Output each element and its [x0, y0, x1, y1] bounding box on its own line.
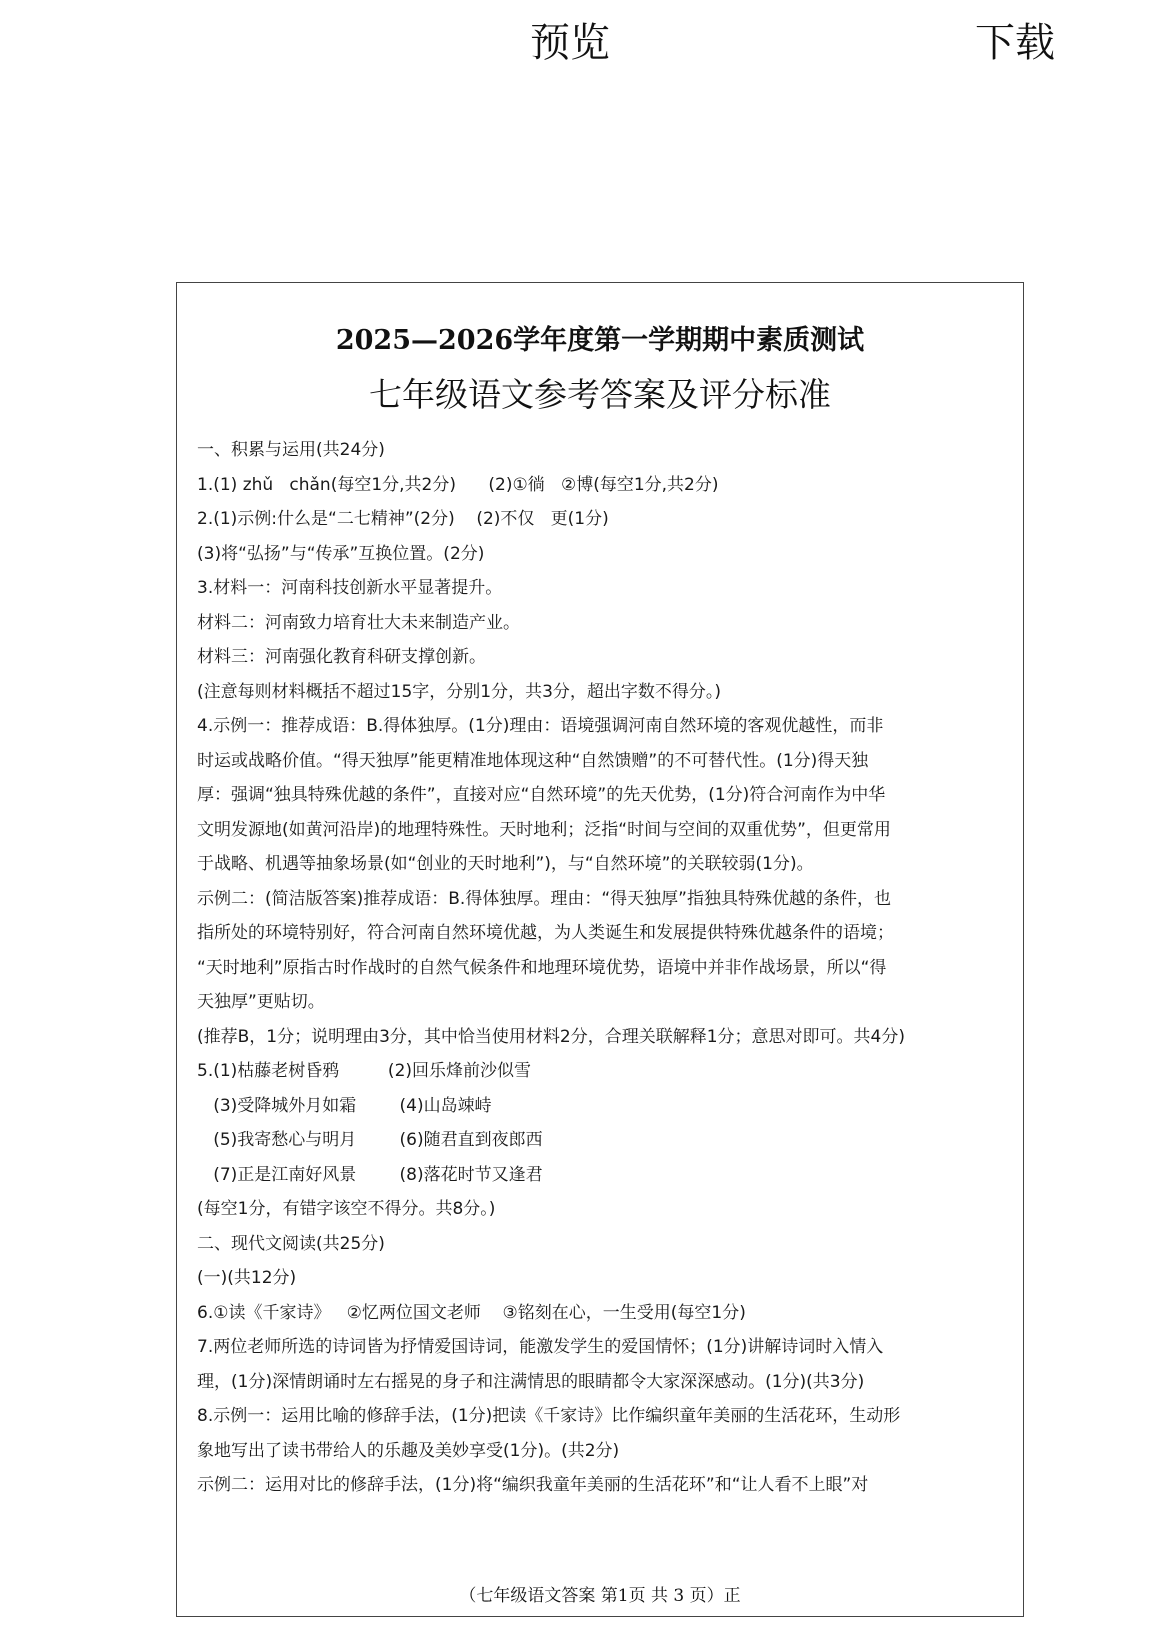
answer-line: 材料三：河南强化教育科研支撑创新。	[197, 647, 486, 667]
answer-line: 示例二：(简洁版答案)推荐成语：B.得体独厚。理由：“得天独厚”指独具特殊优越的条件，也	[197, 888, 891, 909]
page-footer: （七年级语文答案 第1页 共 3 页）正	[459, 1586, 741, 1606]
answer-line: (一)(共12分)	[197, 1268, 297, 1288]
answer-line: (推荐B，1分；说明理由3分，其中恰当使用材料2分，合理关联解释1分；意思对即可。共4分)	[197, 1026, 906, 1047]
document-subtitle: 七年级语文参考答案及评分标准	[369, 375, 831, 414]
answer-line: 理，(1分)深情朗诵时左右摇晃的身子和注满情思的眼睛都令大家深深感动。(1分)(共3分)	[197, 1371, 865, 1392]
answer-line: 于战略、机遇等抽象场景(如“创业的天时地利”)，与“自然环境”的关联较弱(1分)。	[197, 854, 814, 874]
answer-line: (3)将“弘扬”与“传承”互换位置。(2分)	[197, 543, 485, 564]
answer-line: 二、现代文阅读(共25分)	[197, 1233, 385, 1254]
download-button[interactable]: 下载	[975, 20, 1055, 66]
document-title: 2025—2026学年度第一学期期中素质测试	[335, 325, 865, 356]
answer-line: 指所处的环境特别好，符合河南自然环境优越，为人类诞生和发展提供特殊优越条件的语境；	[197, 923, 894, 943]
answer-line: 材料二：河南致力培育壮大未来制造产业。	[197, 612, 520, 633]
answer-sheet	[176, 282, 1024, 1617]
answer-line: (5)我寄愁心与明月 (6)随君直到夜郎西	[197, 1130, 543, 1150]
answer-line: (3)受降城外月如霜 (4)山岛竦峙	[197, 1095, 492, 1116]
answer-line: 天独厚”更贴切。	[197, 992, 325, 1012]
answer-line: 时运或战略价值。“得天独厚”能更精准地体现这种“自然馈赠”的不可替代性。(1分)得天独	[197, 750, 869, 771]
answer-line: 示例二：运用对比的修辞手法，(1分)将“编织我童年美丽的生活花环”和“让人看不上眼”对	[197, 1475, 869, 1495]
answer-line: 3.材料一：河南科技创新水平显著提升。	[197, 578, 503, 598]
answer-line: 文明发源地(如黄河沿岸)的地理特殊性。天时地利；泛指“时间与空间的双重优势”，但更常用	[197, 819, 891, 840]
answer-line: 5.(1)枯藤老树昏鸦 (2)回乐烽前沙似雪	[197, 1061, 532, 1081]
answer-line: 一、积累与运用(共24分)	[197, 440, 385, 460]
answer-line: 厚：强调“独具特殊优越的条件”，直接对应“自然环境”的先天优势，(1分)符合河南作为中华	[197, 785, 886, 805]
answer-body	[197, 433, 1013, 1503]
answer-line: (注意每则材料概括不超过15字，分别1分，共3分，超出字数不得分。)	[197, 681, 722, 702]
answer-line: (7)正是江南好风景 (8)落花时节又逢君	[197, 1164, 543, 1185]
answer-line: 4.示例一：推荐成语：B.得体独厚。(1分)理由：语境强调河南自然环境的客观优越性，而非	[197, 716, 884, 736]
answer-line: 1.(1) zhǔ chǎn(每空1分,共2分) (2)①徜 ②博(每空1分,共2分)	[197, 474, 719, 495]
answer-line: 8.示例一：运用比喻的修辞手法，(1分)把读《千家诗》比作编织童年美丽的生活花环，生动形	[197, 1406, 901, 1426]
answer-line: (每空1分，有错字该空不得分。共8分。)	[197, 1199, 496, 1219]
answer-line: 7.两位老师所选的诗词皆为抒情爱国诗词，能激发学生的爱国情怀；(1分)讲解诗词时入情入	[197, 1337, 884, 1357]
answer-line: 2.(1)示例:什么是“二七精神”(2分) (2)不仅 更(1分)	[197, 509, 609, 529]
answer-line: “天时地利”原指古时作战时的自然气候条件和地理环境优势，语境中并非作战场景，所以“得	[197, 957, 887, 978]
preview-button[interactable]: 预览	[530, 20, 610, 66]
answer-line: 象地写出了读书带给人的乐趣及美妙享受(1分)。(共2分)	[197, 1440, 620, 1461]
answer-line: 6.①读《千家诗》 ②忆两位国文老师 ③铭刻在心，一生受用(每空1分)	[197, 1302, 746, 1323]
